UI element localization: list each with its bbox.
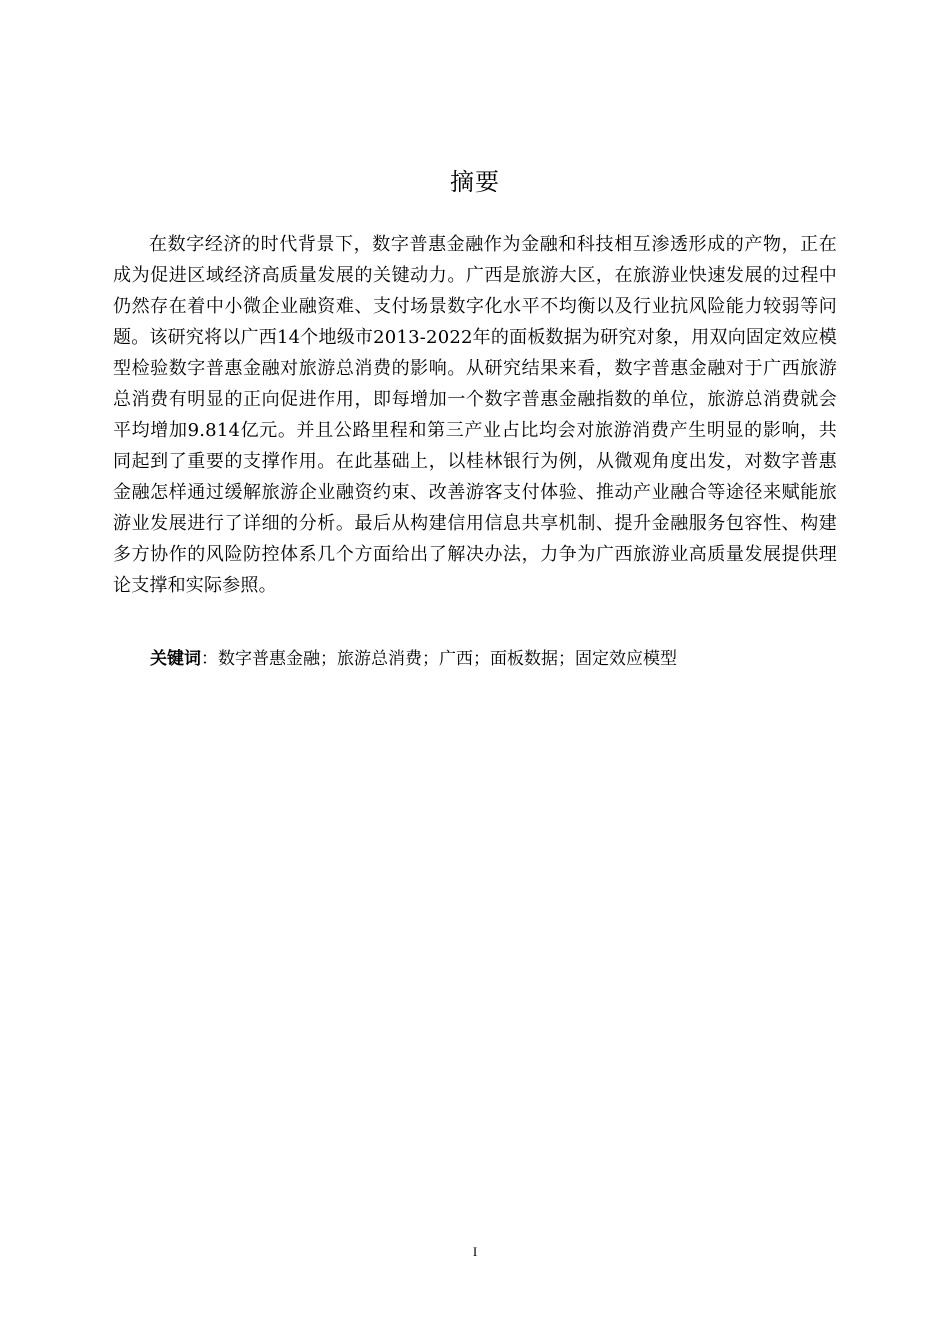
page-number: I (472, 1244, 478, 1259)
abstract-title: 摘要 (450, 168, 500, 196)
keywords-separator: ： (201, 649, 218, 669)
keywords-label: 关键词 (150, 649, 201, 669)
keywords-line (150, 644, 850, 675)
abstract-body: 在数字经济的时代背景下，数字普惠金融作为金融和科技相互渗透形成的产物，正在成为促进区域经济高质量发展的关键动力。广西是旅游大区，在旅游业快速发展的过程中仍然存在着中小微企业融资难、支付场景数字化水平不均衡以及行业抗风险能力较弱等问题。该研究将以广西14个地级市2013-2022年的面板数据为研究对象，用双向固定效应模型检验数字普惠金融对旅游总消费的影响。从研究结果来看，数字普惠金融对于广西旅游总消费有明显的正向促进作用，即每增加一个数字普惠金融指数的单位，旅游总消费就会平均增加9.814亿元。并且公路里程和第三产业占比均会对旅游消费产生明显的影响，共同起到了重要的支撑作用。在此基础上，以桂林银行为例，从微观角度出发，对数字普惠金融怎样通过缓解旅游企业融资约束、改善游客支付体验、推动产业融合等途径来赋能旅游业发展进行了详细的分析。最后从构建信用信息共享机制、提升金融服务包容性、构建多方协作的风险防控体系几个方面给出了解决办法，力争为广西旅游业高质量发展提供理论支撑和实际参照。 (113, 234, 837, 596)
keywords-text: 数字普惠金融；旅游总消费；广西；面板数据；固定效应模型 (218, 649, 677, 669)
